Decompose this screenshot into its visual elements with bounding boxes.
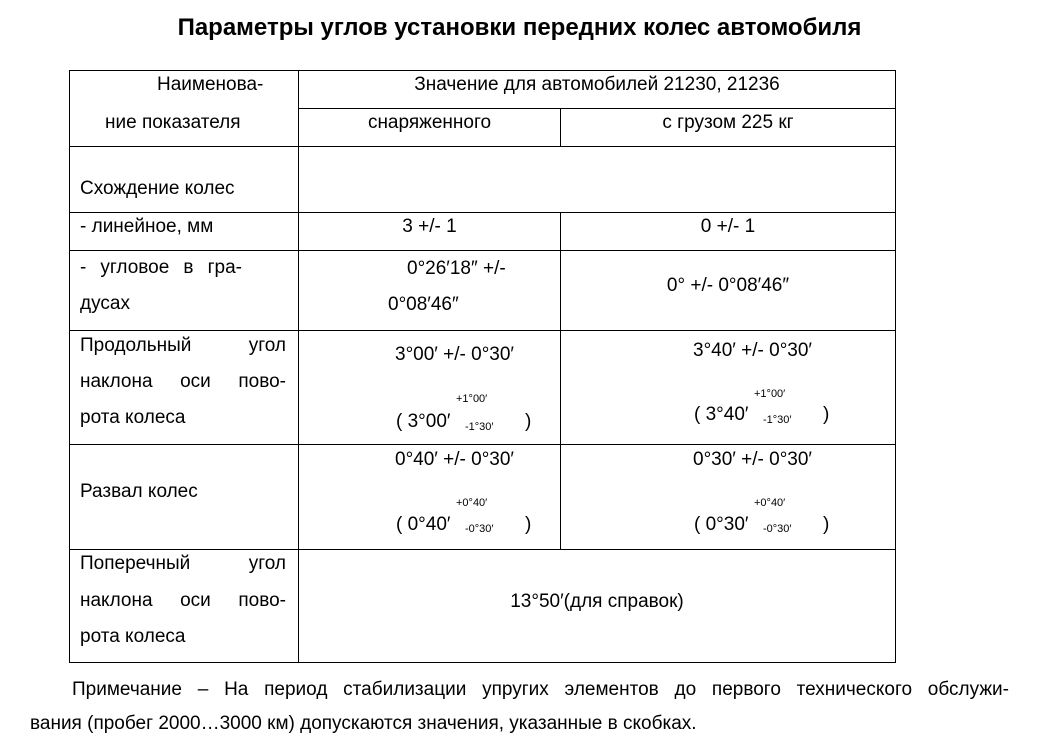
camber-label: Развал колес	[80, 481, 198, 502]
note-line1: Примечание – На период стабилизации упругих элементов до первого технического обслужи-	[72, 679, 1009, 700]
caster-equipped-main: 3°00′ +/- 0°30′	[395, 344, 514, 365]
page-title: Параметры углов установки передних колес автомобиля	[177, 14, 862, 41]
caster-loaded-main: 3°40′ +/- 0°30′	[693, 340, 812, 361]
toe-angular-loaded: 0° +/- 0°08′46″	[666, 275, 790, 296]
kingpin-label-line1: Поперечный угол	[80, 553, 286, 574]
caster-equipped-bracket-close: )	[525, 411, 532, 432]
toe-angular-label-line2: дусах	[80, 293, 130, 314]
camber-loaded-main: 0°30′ +/- 0°30′	[693, 449, 812, 470]
caster-equipped-bracket-open: ( 3°00′	[396, 411, 451, 432]
camber-loaded-bracket-open: ( 0°30′	[694, 514, 749, 535]
caster-label-line2: наклона оси пово-	[80, 371, 286, 392]
toe-angular-equipped-line2: 0°08′46″	[388, 294, 459, 315]
toe-angular-equipped-line1: 0°26′18″ +/-	[407, 258, 506, 279]
camber-equipped-main: 0°40′ +/- 0°30′	[395, 449, 514, 470]
kingpin-label-line2: наклона оси пово-	[80, 590, 286, 611]
toe-linear-label: - линейное, мм	[80, 216, 214, 237]
kingpin-value: 13°50′(для справок)	[510, 591, 684, 612]
toe-linear-loaded: 0 +/- 1	[700, 216, 756, 237]
header-name-line2: ние показателя	[105, 112, 241, 133]
header-value: Значение для автомобилей 21230, 21236	[414, 74, 780, 95]
caster-label-line1: Продольный угол	[80, 335, 286, 356]
header-col-equipped: снаряженного	[367, 112, 492, 133]
header-name-line1: Наименова-	[157, 74, 264, 95]
camber-equipped-bracket-open: ( 0°40′	[396, 514, 451, 535]
toe-label: Схождение колес	[80, 178, 235, 199]
kingpin-label-line3: рота колеса	[80, 626, 186, 647]
camber-equipped-minus: -0°30′	[465, 523, 494, 535]
caster-equipped-plus: +1°00′	[456, 393, 488, 405]
note-line2: вания (пробег 2000…3000 км) допускаются значения, указанные в скобках.	[30, 713, 697, 734]
camber-equipped-bracket-close: )	[525, 514, 532, 535]
camber-loaded-plus: +0°40′	[754, 497, 786, 509]
caster-loaded-bracket-open: ( 3°40′	[694, 404, 749, 425]
camber-equipped-plus: +0°40′	[456, 497, 488, 509]
caster-label-line3: рота колеса	[80, 407, 186, 428]
caster-equipped-minus: -1°30′	[465, 421, 494, 433]
caster-loaded-minus: -1°30′	[763, 414, 792, 426]
toe-angular-label-line1: - угловое в гра-	[80, 257, 242, 278]
camber-loaded-minus: -0°30′	[763, 523, 792, 535]
camber-loaded-bracket-close: )	[823, 514, 830, 535]
caster-loaded-bracket-close: )	[823, 404, 830, 425]
toe-linear-equipped: 3 +/- 1	[402, 216, 457, 237]
caster-loaded-plus: +1°00′	[754, 388, 786, 400]
header-col-loaded: с грузом 225 кг	[662, 112, 794, 133]
